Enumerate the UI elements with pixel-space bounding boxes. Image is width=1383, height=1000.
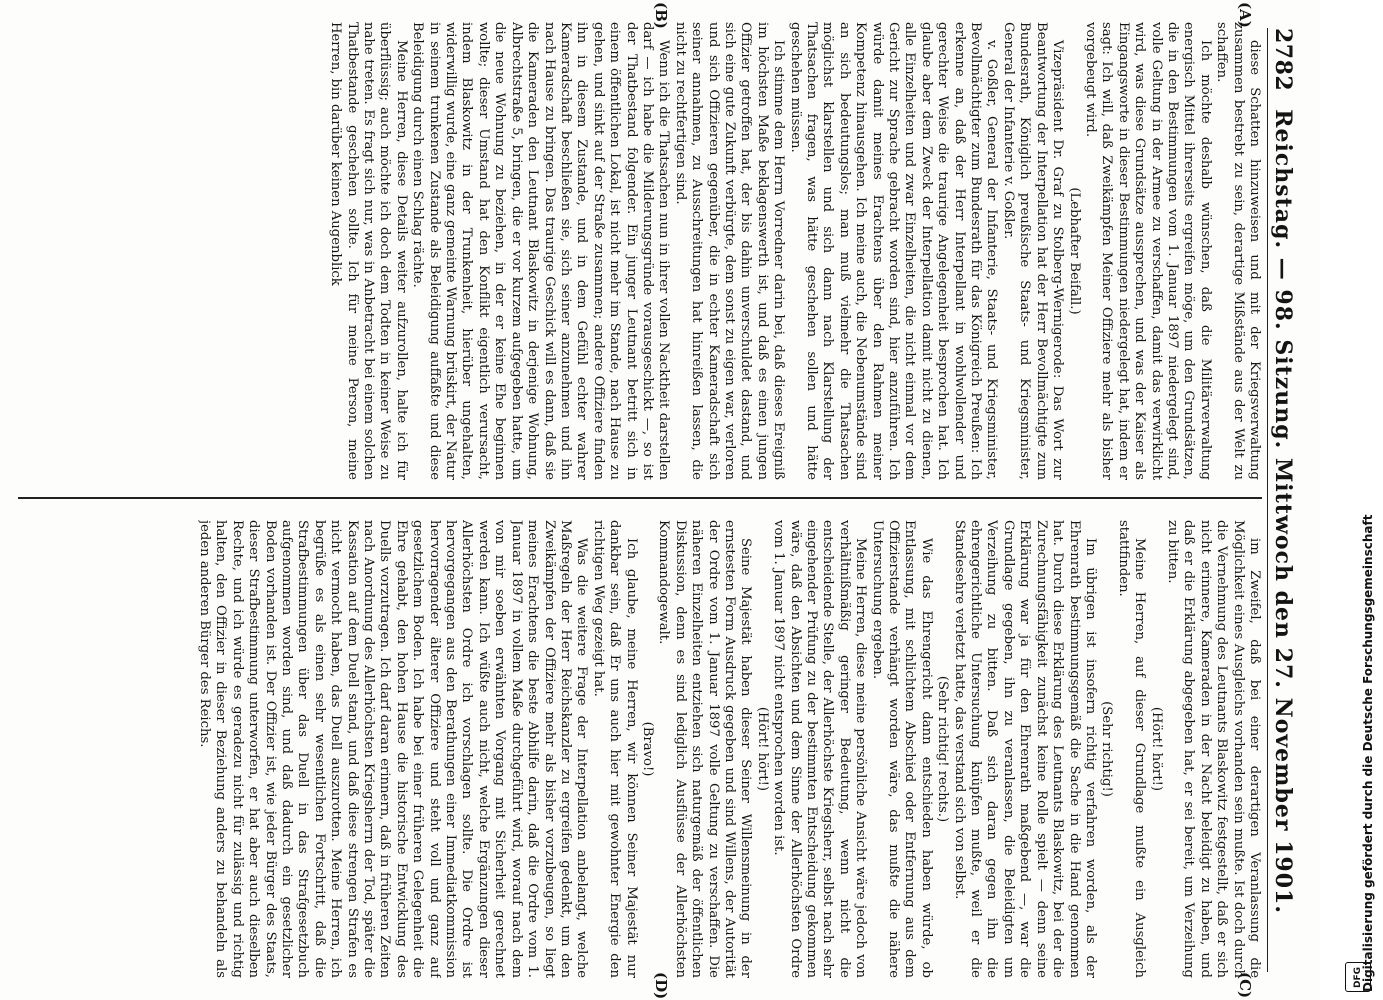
- margin-marker-a: (A): [1236, 2, 1254, 28]
- digitization-sidebar: [1325, 0, 1383, 1000]
- paragraph: diese Schatten hinzuweisen und mit der Kriegsverwaltung zusammen bestrebt zu sein, derartige Mißstände aus der Welt zu schaffen.: [1214, 22, 1262, 480]
- interjection: (Lebhafter Beifall.): [1066, 187, 1082, 315]
- page-number: 2782: [1270, 28, 1296, 92]
- paragraph: Wie das Ehrengericht dann entschieden haben würde, ob Entlassung, mit schlichtem Abschied oder Entfernung aus dem Offizierstande verhängt worden wäre, das mußte die nähere Untersuchung ergeben.: [869, 520, 934, 978]
- paragraph: Vizepräsident Dr. Graf zu Stolberg-Wernigerode: Das Wort zur Beantwortung der Interpellation hat der Herr Bevollmächtigte zum Bundesrath, Königlich preußische Staats- und Kriegsminister, General der Infanterie v. Goßler.: [1000, 22, 1066, 480]
- running-head: Reichstag. — 98. Sitzung. Mittwoch den 27. November 1901.: [1270, 109, 1296, 914]
- interjection: (Hört! hört!): [1148, 706, 1164, 792]
- paragraph: Meine Herren, diese meine persönliche Ansicht wäre jedoch von verhältnißmäßig geringer Bedeutung, wenn nicht die entscheidende Stelle, der Allerhöchste Kriegsherr, selbst nach sehr eingehender Prüfung zu der bestimmten Entscheidung gekommen wäre, daß den Absichten und dem Sinne der Allerhöchsten Ordre vom 1. Januar 1897 nicht entsprochen worden ist.: [771, 520, 869, 978]
- paragraph: Ich glaube, meine Herren, wir können Seiner Majestät nur dankbar sein, daß Er uns auch hier mit gewohnter Energie den richtigen Weg gezeigt hat.: [590, 520, 639, 978]
- paragraph: Seine Majestät haben dieser Seiner Willensmeinung in der ernstesten Form Ausdruck gegeben und sind Willens, der Autorität der Ordre vom 1. Januar 1897 volle Geltung zu verschaffen. Die näheren Einzelheiten entziehen sich naturgemäß der öffentlichen Diskussion, denn es sind lediglich Ausflüsse der Allerhöchsten Kommandogewalt.: [656, 520, 754, 978]
- paragraph: im Zweifel, daß bei einer derartigen Veranlassung die Möglichkeit eines Ausgleichs vorhanden sein mußte. Ist doch durch die Vernehmung des Leutnants Blaskowitz festgestellt, daß er sich nicht erinnere, Kameraden in der Nacht beleidigt zu haben, und daß er die Erklärung abgegeben hat, er sei bereit, um Verzeihung zu bitten.: [1164, 520, 1262, 978]
- paragraph: Ich stimme dem Herrn Vorredner darin bei, daß dieses Ereigniß im höchsten Maße beklagenswerth ist, und daß es einen jungen Offizier getroffen hat, der bis dahin unverschuldet dastand, und sich eine gute Zukunft verbürgte, dem sonst zu eigen war, verloren und sich Offizieren gegenüber, die in echter Kameradschaft sich seiner annahmen, zu Ausschreitungen hat hinreißen lassen, die nicht zu rechtfertigen sind.: [672, 22, 787, 480]
- paragraph: Was die weitere Frage der Interpellation anbelangt, welche Maßregeln der Herr Reichskanzler zu ergreifen gedenkt, um den Zweikämpfen der Offiziere mehr als bisher vorzubeugen, so liegt meines Erachtens die beste Abhilfe darin, daß die Ordre vom 1. Januar 1897 in vollem Maße durchgeführt wird, worauf nach dem von mir soeben erwähnten Vorgang mit Sicherheit gerechnet werden kann. Ich wüßte auch nicht, welche Ergänzungen dieser Allerhöchsten Ordre ich vorschlagen sollte. Die Ordre ist hervorgegangen aus den Berathungen einer Immediatkommission hervorragender älterer Offiziere und steht voll und ganz auf gesetzlichem Boden. Ich habe bei einer früheren Gelegenheit die Ehre gehabt, den hohen Hause die historische Entwicklung des Duells vorzutragen. Ich darf daran erinnern, daß in früheren Zeiten nach Anordnung des Allerhöchsten Kriegsherrn der Tod, später die Kassation auf dem Duell stand, und daß diese strengen Strafen es nicht vermocht haben, das Duell auszurotten. Meine Herren, ich begrüße es als einen sehr wesentlichen Fortschritt, daß die Strafbestimmungen über das Duell in das Strafgesetzbuch aufgenommen worden sind, und daß dadurch ein gesetzlicher Boden vorhanden ist. Der Offizier ist, wie jeder Bürger des Staats, dieser Strafbestimmung unterworfen, er hat aber auch dieselben Rechte, und ich würde es geradezu nicht für zulässig und richtig halten, den Offizier in dieser Beziehung anders zu behandeln als jeden anderen Bürger des Reichs.: [197, 520, 590, 978]
- margin-marker-d: (D): [652, 972, 670, 1000]
- paragraph: v. Goßler, General der Infanterie, Staats- und Kriegsminister, Bevollmächtigter zum Bundesrath für das Königreich Preußen: Ich erkenne an, daß der Herr Interpellant in wohlwollender und gerechter Weise die traurige Angelegenheit besprochen hat. Ich glaube aber dem Zweck der Interpellation damit nicht zu dienen, alle Einzelheiten und zwar Einzelheiten, die nicht einmal vor dem Gericht zur Sprache gebracht worden sind, hier anzuführen. Ich würde damit meines Erachtens über den Rahmen meiner Kompetenz hinausgehen. Ich meine auch, die Nebenumstände sind an sich bedeutungslos; man muß vielmehr die Thatsachen möglichst klarstellen und sich dann nach Klarstellung der Thatsachen fragen, was hätte geschehen sollen und hätte geschehen müssen.: [787, 22, 1000, 480]
- left-column: [18, 22, 1262, 480]
- dfg-logo: DFG: [1345, 962, 1371, 992]
- funding-credit: Digitalisierung gefördert durch die Deutsche Forschungsgemeinschaft: [1361, 514, 1375, 992]
- right-column: [18, 520, 1262, 978]
- paragraph: Meine Herren, auf dieser Grundlage mußte ein Ausgleich stattfinden.: [1115, 520, 1148, 978]
- interjection: (Bravo!): [639, 721, 655, 777]
- paragraph: Meine Herren, diese Details weiter aufzurollen, halte ich für überflüssig; auch möchte ich doch dem Todten in keiner Weise zu nahe treten. Es fragt sich nur, was in Anbetracht bei einem solchen Thatbestande geschehen sollte. Ich für meine Person, meine Herren, bin darüber keinen Augenblick: [328, 22, 409, 480]
- paragraph: Ich möchte deshalb wünschen, daß die Militärverwaltung energisch Mittel ihrerseits ergreifen möge, um den Grundsätzen, die in den Bestimmungen vom 1. Januar 1897 niedergelegt sind, volle Geltung in der Armee zu verschaffen, damit das verwirklicht wird, was diese Grundsätze aussprechen, und was der Kaiser als Eingangsworte in dieser Bestimmungen niedergelegt hat, indem er sagt: Ich will, daß Zweikämpfen Meiner Offiziere mehr als bisher vorgebeugt wird.: [1082, 22, 1213, 480]
- margin-marker-c: (C): [1236, 972, 1254, 999]
- page-header: [1267, 28, 1310, 972]
- interjection: (Sehr richtig!): [1099, 701, 1115, 797]
- paragraph: Wenn ich die Thatsachen nun in ihrer vollen Nacktheit darstellen darf — ich habe die Milderungsgründe vorausgeschickt —, so ist der Thatbestand folgender. Ein junger Leutnant betritt sich in einem öffentlichen Lokal, ist nicht mehr im Stande, nach Hause zu gehen, und sinkt auf der Straße zusammen; andere Offiziere finden ihn in diesem Zustande, und in dem Gefühl echter wahrer Kameradschaft beschließen sie, sich seiner anzunehmen und ihn nach Hause zu bringen. Das traurige Geschick will es dann, daß sie die Kameraden den Leutnant Blaskowitz in derjenige Wohnung, Albrechtstraße 5, bringen, die er vor kurzem aufgegeben hatte, um die neue Wohnung zu beziehen, in der er keine Ehe beginnen wollte; dieser Umstand hat den Konflikt eigentlich verursacht, indem Blaskowitz in der Trunkenheit, hierüber ungehalten, widerwillig wurde, eine ganz gemeinte Warnung brüskirt, der Natur in seinem trunkenen Zustande als Beleidigung auffaßte und diese Beleidigung durch einen Schlag rächte.: [410, 22, 672, 480]
- paragraph: Im übrigen ist insofern richtig verfahren worden, als der Ehrenrath bestimmungsgemäß die Sache in die Hand genommen hat. Durch diese Erklärung des Leutnants Blaskowitz, bei der die Zurechnungsfähigkeit zunächst keine Rolle spielt — denn seine Erklärung war ja für den Ehrenrath maßgebend —, war die Grundlage gegeben, ihn zu veranlassen, die Beleidigten um Verzeihung zu bitten. Daß sich daran gegen ihn die ehrengerichtliche Untersuchung knüpfen mußte, weil er die Standesehre verletzt hatte, das verstand sich von selbst.: [951, 520, 1098, 978]
- interjection: (Sehr richtig! rechts.): [935, 675, 951, 823]
- margin-marker-b: (B): [652, 2, 670, 29]
- interjection: (Hört! hört!): [754, 706, 770, 792]
- column-divider: [18, 497, 1262, 499]
